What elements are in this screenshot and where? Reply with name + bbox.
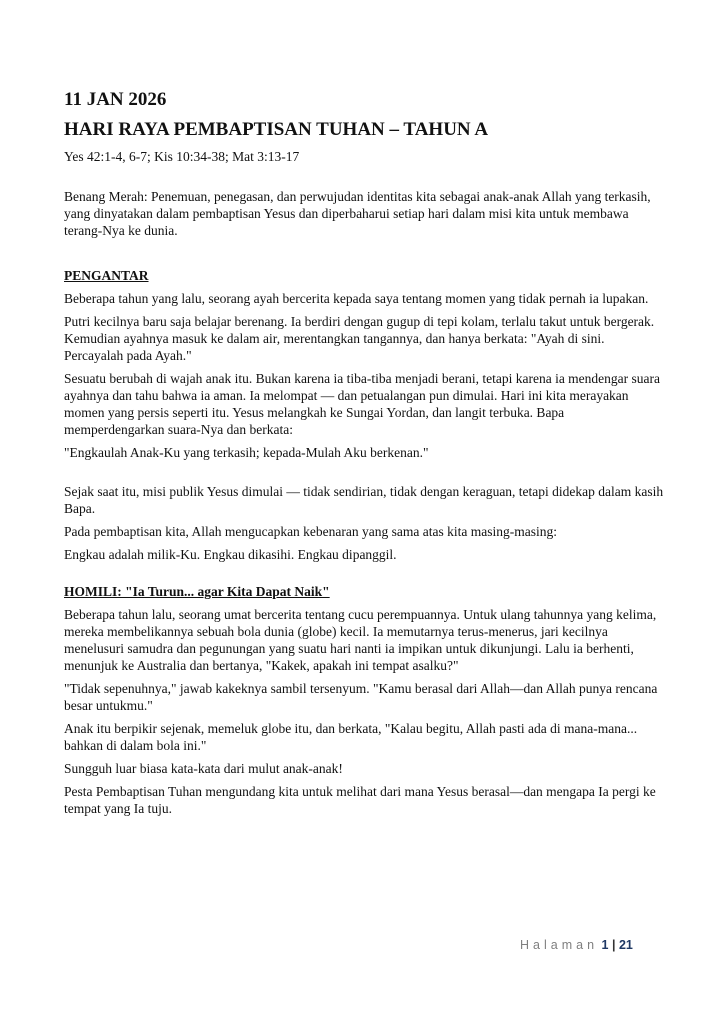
homili-paragraph: Beberapa tahun lalu, seorang umat bercerita tentang cucu perempuannya. Untuk ulang tahunnya yang kelima, mereka membelikannya sebuah bola dunia (globe) kecil. Ia memutarnya terus-menerus, jari kecilnya menelusuri samudra dan pegunungan yang suatu hari nanti ia impikan untuk dikunjungi. Lalu ia berhenti, menunjuk ke Australia dan bertanya, "Kakek, apakah ini tempat asalku?" [64, 607, 657, 673]
page-title: HARI RAYA PEMBAPTISAN TUHAN – TAHUN A [64, 119, 489, 140]
date-heading: 11 JAN 2026 [64, 89, 167, 110]
document-page [64, 88, 664, 823]
pengantar-paragraph: Sejak saat itu, misi publik Yesus dimulai — tidak sendirian, tidak dengan keraguan, tetapi didekap dalam kasih Bapa. [64, 484, 664, 516]
scripture-readings: Yes 42:1-4, 6-7; Kis 10:34-38; Mat 3:13-17 [64, 149, 300, 164]
page-footer [520, 938, 633, 952]
pengantar-quote: "Engkaulah Anak-Ku yang terkasih; kepada-Mulah Aku berkenan." [64, 445, 429, 460]
pengantar-paragraph: Engkau adalah milik-Ku. Engkau dikasihi. Engkau dipanggil. [64, 547, 397, 562]
homili-paragraph: Pesta Pembaptisan Tuhan mengundang kita untuk melihat dari mana Yesus berasal—dan mengapa Ia pergi ke tempat yang Ia tuju. [64, 784, 656, 816]
pengantar-paragraph: Sesuatu berubah di wajah anak itu. Bukan karena ia tiba-tiba menjadi berani, tetapi karena ia mendengar suara ayahnya dan tahu bahwa ia aman. Ia melompat — dan petualangan pun dimulai. Hari ini kita merayakan momen yang persis seperti itu. Yesus melangkah ke Sungai Yordan, dan langit terbuka. Bapa memperdengarkan suara-Nya dan berkata: [64, 371, 661, 437]
footer-page-word: Halaman [520, 938, 599, 952]
pengantar-paragraph: Beberapa tahun yang lalu, seorang ayah bercerita kepada saya tentang momen yang tidak pernah ia lupakan. [64, 291, 649, 306]
homili-heading: HOMILI: "Ia Turun... agar Kita Dapat Naik" [64, 584, 330, 599]
pengantar-heading: PENGANTAR [64, 268, 149, 283]
homili-paragraph: Sungguh luar biasa kata-kata dari mulut anak-anak! [64, 761, 343, 776]
homili-paragraph: "Tidak sepenuhnya," jawab kakeknya sambil tersenyum. "Kamu berasal dari Allah—dan Allah punya rencana besar untukmu." [64, 681, 658, 713]
footer-page-number: 1 [601, 938, 609, 952]
benang-merah-paragraph: Benang Merah: Penemuan, penegasan, dan perwujudan identitas kita sebagai anak-anak Allah yang terkasih, yang dinyatakan dalam pembaptisan Yesus dan diperbaharui setiap hari dalam misi kita untuk membawa terang-Nya ke dunia. [64, 189, 651, 238]
footer-separator: | [611, 938, 616, 952]
footer-page-total: 21 [618, 938, 633, 952]
pengantar-paragraph: Putri kecilnya baru saja belajar berenang. Ia berdiri dengan gugup di tepi kolam, terlalu takut untuk bergerak. Kemudian ayahnya masuk ke dalam air, merentangkan tangannya, dan hanya berkata: "Ayah di sini. Percayalah pada Ayah." [64, 314, 655, 363]
pengantar-paragraph: Pada pembaptisan kita, Allah mengucapkan kebenaran yang sama atas kita masing-masing: [64, 524, 557, 539]
homili-paragraph: Anak itu berpikir sejenak, memeluk globe itu, dan berkata, "Kalau begitu, Allah pasti ada di mana-mana... bahkan di dalam bola ini." [64, 721, 638, 753]
